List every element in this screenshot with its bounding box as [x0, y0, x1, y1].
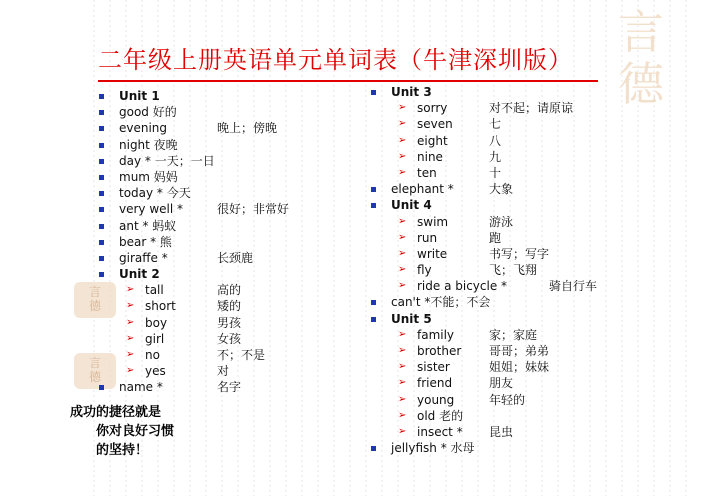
arrow-bullet-icon: ➢ — [126, 284, 135, 296]
word-entry — [99, 234, 359, 250]
word-translation: 十 — [489, 165, 502, 180]
word-translation: 对 — [217, 364, 230, 379]
arrow-bullet-icon: ➢ — [398, 361, 407, 373]
square-bullet-icon — [99, 385, 104, 390]
arrow-bullet-icon: ➢ — [398, 247, 407, 259]
square-bullet-icon — [371, 446, 376, 451]
word-text: ant * 蚂蚁 — [119, 218, 177, 233]
word-text: Unit 3 — [391, 85, 432, 99]
word-entry — [99, 347, 359, 363]
square-bullet-icon — [99, 272, 104, 277]
square-bullet-icon — [99, 207, 104, 212]
word-translation: 姐姐；妹妹 — [489, 360, 550, 375]
word-text: write — [417, 246, 448, 261]
word-translation: 家；家庭 — [489, 327, 538, 342]
word-entry — [371, 408, 671, 424]
word-translation: 矮的 — [217, 299, 242, 314]
word-translation: 高的 — [217, 283, 242, 298]
square-bullet-icon — [99, 191, 104, 196]
word-text: bear * 熊 — [119, 234, 172, 249]
square-bullet-icon — [371, 187, 376, 192]
square-bullet-icon — [99, 94, 104, 99]
word-text: jellyfish * 水母 — [391, 441, 475, 456]
word-translation: 八 — [489, 133, 502, 148]
arrow-bullet-icon: ➢ — [398, 215, 407, 227]
word-entry — [99, 120, 359, 136]
word-translation: 书写；写字 — [489, 246, 550, 261]
word-text: fly — [417, 263, 432, 278]
page-title: 二年级上册英语单元单词表（牛津深圳版） — [98, 46, 573, 74]
square-bullet-icon — [371, 90, 376, 95]
square-bullet-icon — [99, 126, 104, 131]
arrow-bullet-icon: ➢ — [398, 393, 407, 405]
word-text: Unit 4 — [391, 198, 432, 213]
word-entry — [99, 104, 359, 120]
word-text: eight — [417, 133, 448, 148]
word-entry — [371, 165, 671, 181]
word-translation: 飞；飞翔 — [489, 263, 538, 278]
word-text: good 好的 — [119, 105, 177, 120]
word-text: sister — [417, 360, 450, 375]
square-bullet-icon — [99, 175, 104, 180]
word-text: short — [145, 299, 176, 314]
word-text: swim — [417, 214, 449, 229]
decorative-stamp-2: 言 德 — [74, 353, 116, 389]
word-text: evening — [119, 121, 168, 136]
word-entry — [99, 282, 359, 298]
arrow-bullet-icon: ➢ — [398, 377, 407, 389]
word-text: today * 今天 — [119, 186, 191, 201]
word-entry — [371, 116, 671, 132]
word-entry — [371, 359, 671, 375]
word-entry — [99, 298, 359, 314]
word-text: seven — [417, 117, 453, 132]
word-translation: 女孩 — [217, 331, 242, 346]
word-translation: 昆虫 — [489, 424, 514, 439]
right-word-list — [371, 84, 671, 456]
word-translation: 长颈鹿 — [217, 250, 254, 265]
word-translation: 朋友 — [489, 376, 514, 391]
unit-heading — [99, 88, 359, 104]
motivational-quote — [70, 403, 174, 460]
decorative-stamp-1: 言 德 — [74, 282, 116, 318]
word-translation: 很好；非常好 — [217, 202, 290, 217]
word-entry — [371, 230, 671, 246]
word-entry — [371, 327, 671, 343]
word-entry — [371, 375, 671, 391]
arrow-bullet-icon: ➢ — [398, 409, 407, 421]
word-entry — [99, 250, 359, 266]
arrow-bullet-icon: ➢ — [398, 328, 407, 340]
word-text: tall — [145, 283, 164, 298]
word-text: boy — [145, 315, 168, 330]
square-bullet-icon — [371, 317, 376, 322]
arrow-bullet-icon: ➢ — [398, 264, 407, 276]
word-translation: 名字 — [217, 380, 242, 395]
arrow-bullet-icon: ➢ — [126, 349, 135, 360]
word-entry — [371, 100, 671, 116]
word-translation: 年轻的 — [489, 392, 526, 407]
arrow-bullet-icon: ➢ — [398, 345, 407, 356]
word-entry — [371, 246, 671, 262]
word-translation: 跑 — [489, 230, 502, 245]
word-text: can't *不能；不会 — [391, 295, 491, 310]
word-entry — [99, 169, 359, 185]
word-text: yes — [145, 364, 166, 379]
square-bullet-icon — [99, 224, 104, 229]
arrow-bullet-icon: ➢ — [398, 118, 407, 130]
square-bullet-icon — [371, 203, 376, 208]
arrow-bullet-icon: ➢ — [126, 365, 135, 377]
arrow-bullet-icon: ➢ — [398, 231, 407, 243]
square-bullet-icon — [99, 143, 104, 148]
word-translation: 大象 — [489, 182, 514, 197]
word-entry — [99, 315, 359, 331]
word-entry — [99, 363, 359, 379]
quote-line-1: 成功的捷径就是 — [70, 405, 162, 420]
word-translation: 七 — [489, 117, 502, 132]
word-text: brother — [417, 344, 462, 358]
word-text: sorry — [417, 101, 448, 116]
word-text: elephant * — [391, 182, 454, 197]
word-text: run — [417, 230, 438, 245]
word-entry — [371, 294, 671, 310]
word-text: nine — [417, 149, 443, 164]
unit-heading — [99, 266, 359, 282]
word-translation: 对不起；请原谅 — [489, 101, 574, 116]
word-entry — [99, 331, 359, 347]
arrow-bullet-icon: ➢ — [126, 332, 135, 344]
word-entry — [99, 218, 359, 234]
word-translation: 九 — [489, 149, 502, 164]
word-entry — [371, 424, 671, 440]
word-text: mum 妈妈 — [119, 169, 178, 184]
title-underline — [98, 80, 598, 82]
square-bullet-icon — [99, 256, 104, 261]
arrow-bullet-icon: ➢ — [398, 425, 407, 437]
word-text: old 老的 — [417, 408, 464, 423]
word-entry — [99, 137, 359, 153]
word-entry — [99, 201, 359, 217]
word-translation: 骑自行车 — [549, 279, 598, 294]
word-entry — [99, 379, 359, 395]
word-translation: 游泳 — [489, 214, 514, 229]
word-text: very well * — [119, 202, 184, 217]
left-word-list — [99, 88, 359, 396]
word-entry — [371, 262, 671, 278]
quote-line-3: 的坚持！ — [96, 443, 149, 458]
word-text: family — [417, 327, 455, 342]
unit-heading — [371, 84, 671, 100]
word-entry — [371, 149, 671, 165]
word-entry — [99, 153, 359, 169]
word-entry — [371, 181, 671, 197]
word-text: night 夜晚 — [119, 137, 178, 152]
word-text: Unit 5 — [391, 311, 432, 326]
word-entry — [371, 392, 671, 408]
decorative-seal: 言 德 — [618, 5, 664, 111]
arrow-bullet-icon: ➢ — [398, 102, 407, 114]
word-translation: 晚上；傍晚 — [217, 121, 278, 136]
word-entry — [371, 214, 671, 230]
arrow-bullet-icon: ➢ — [126, 316, 135, 328]
arrow-bullet-icon: ➢ — [398, 134, 407, 146]
quote-line-2: 你对良好习惯 — [96, 424, 175, 439]
word-text: girl — [145, 331, 165, 346]
word-text: ten — [417, 165, 437, 180]
arrow-bullet-icon: ➢ — [398, 150, 407, 162]
word-translation: 哥哥；弟弟 — [489, 344, 550, 358]
word-translation: 不；不是 — [217, 348, 266, 362]
word-entry — [371, 133, 671, 149]
square-bullet-icon — [99, 159, 104, 164]
word-text: young — [417, 392, 455, 407]
word-translation: 男孩 — [217, 315, 242, 330]
word-text: insect * — [417, 424, 463, 439]
unit-heading — [371, 311, 671, 327]
word-entry — [371, 343, 671, 359]
square-bullet-icon — [371, 300, 376, 305]
arrow-bullet-icon: ➢ — [398, 166, 407, 178]
word-entry — [99, 185, 359, 201]
word-text: day * 一天；一日 — [119, 153, 215, 168]
word-entry — [371, 278, 671, 294]
word-text: Unit 2 — [119, 267, 160, 282]
word-text: name * — [119, 380, 163, 395]
word-text: giraffe * — [119, 250, 168, 265]
arrow-bullet-icon: ➢ — [126, 300, 135, 312]
word-text: ride a bicycle * — [417, 279, 508, 294]
word-text: friend — [417, 376, 453, 391]
square-bullet-icon — [99, 240, 104, 245]
square-bullet-icon — [99, 110, 104, 115]
word-text: no — [145, 348, 160, 362]
unit-heading — [371, 197, 671, 213]
arrow-bullet-icon: ➢ — [398, 280, 407, 292]
word-entry — [371, 440, 671, 456]
word-text: Unit 1 — [119, 89, 160, 103]
